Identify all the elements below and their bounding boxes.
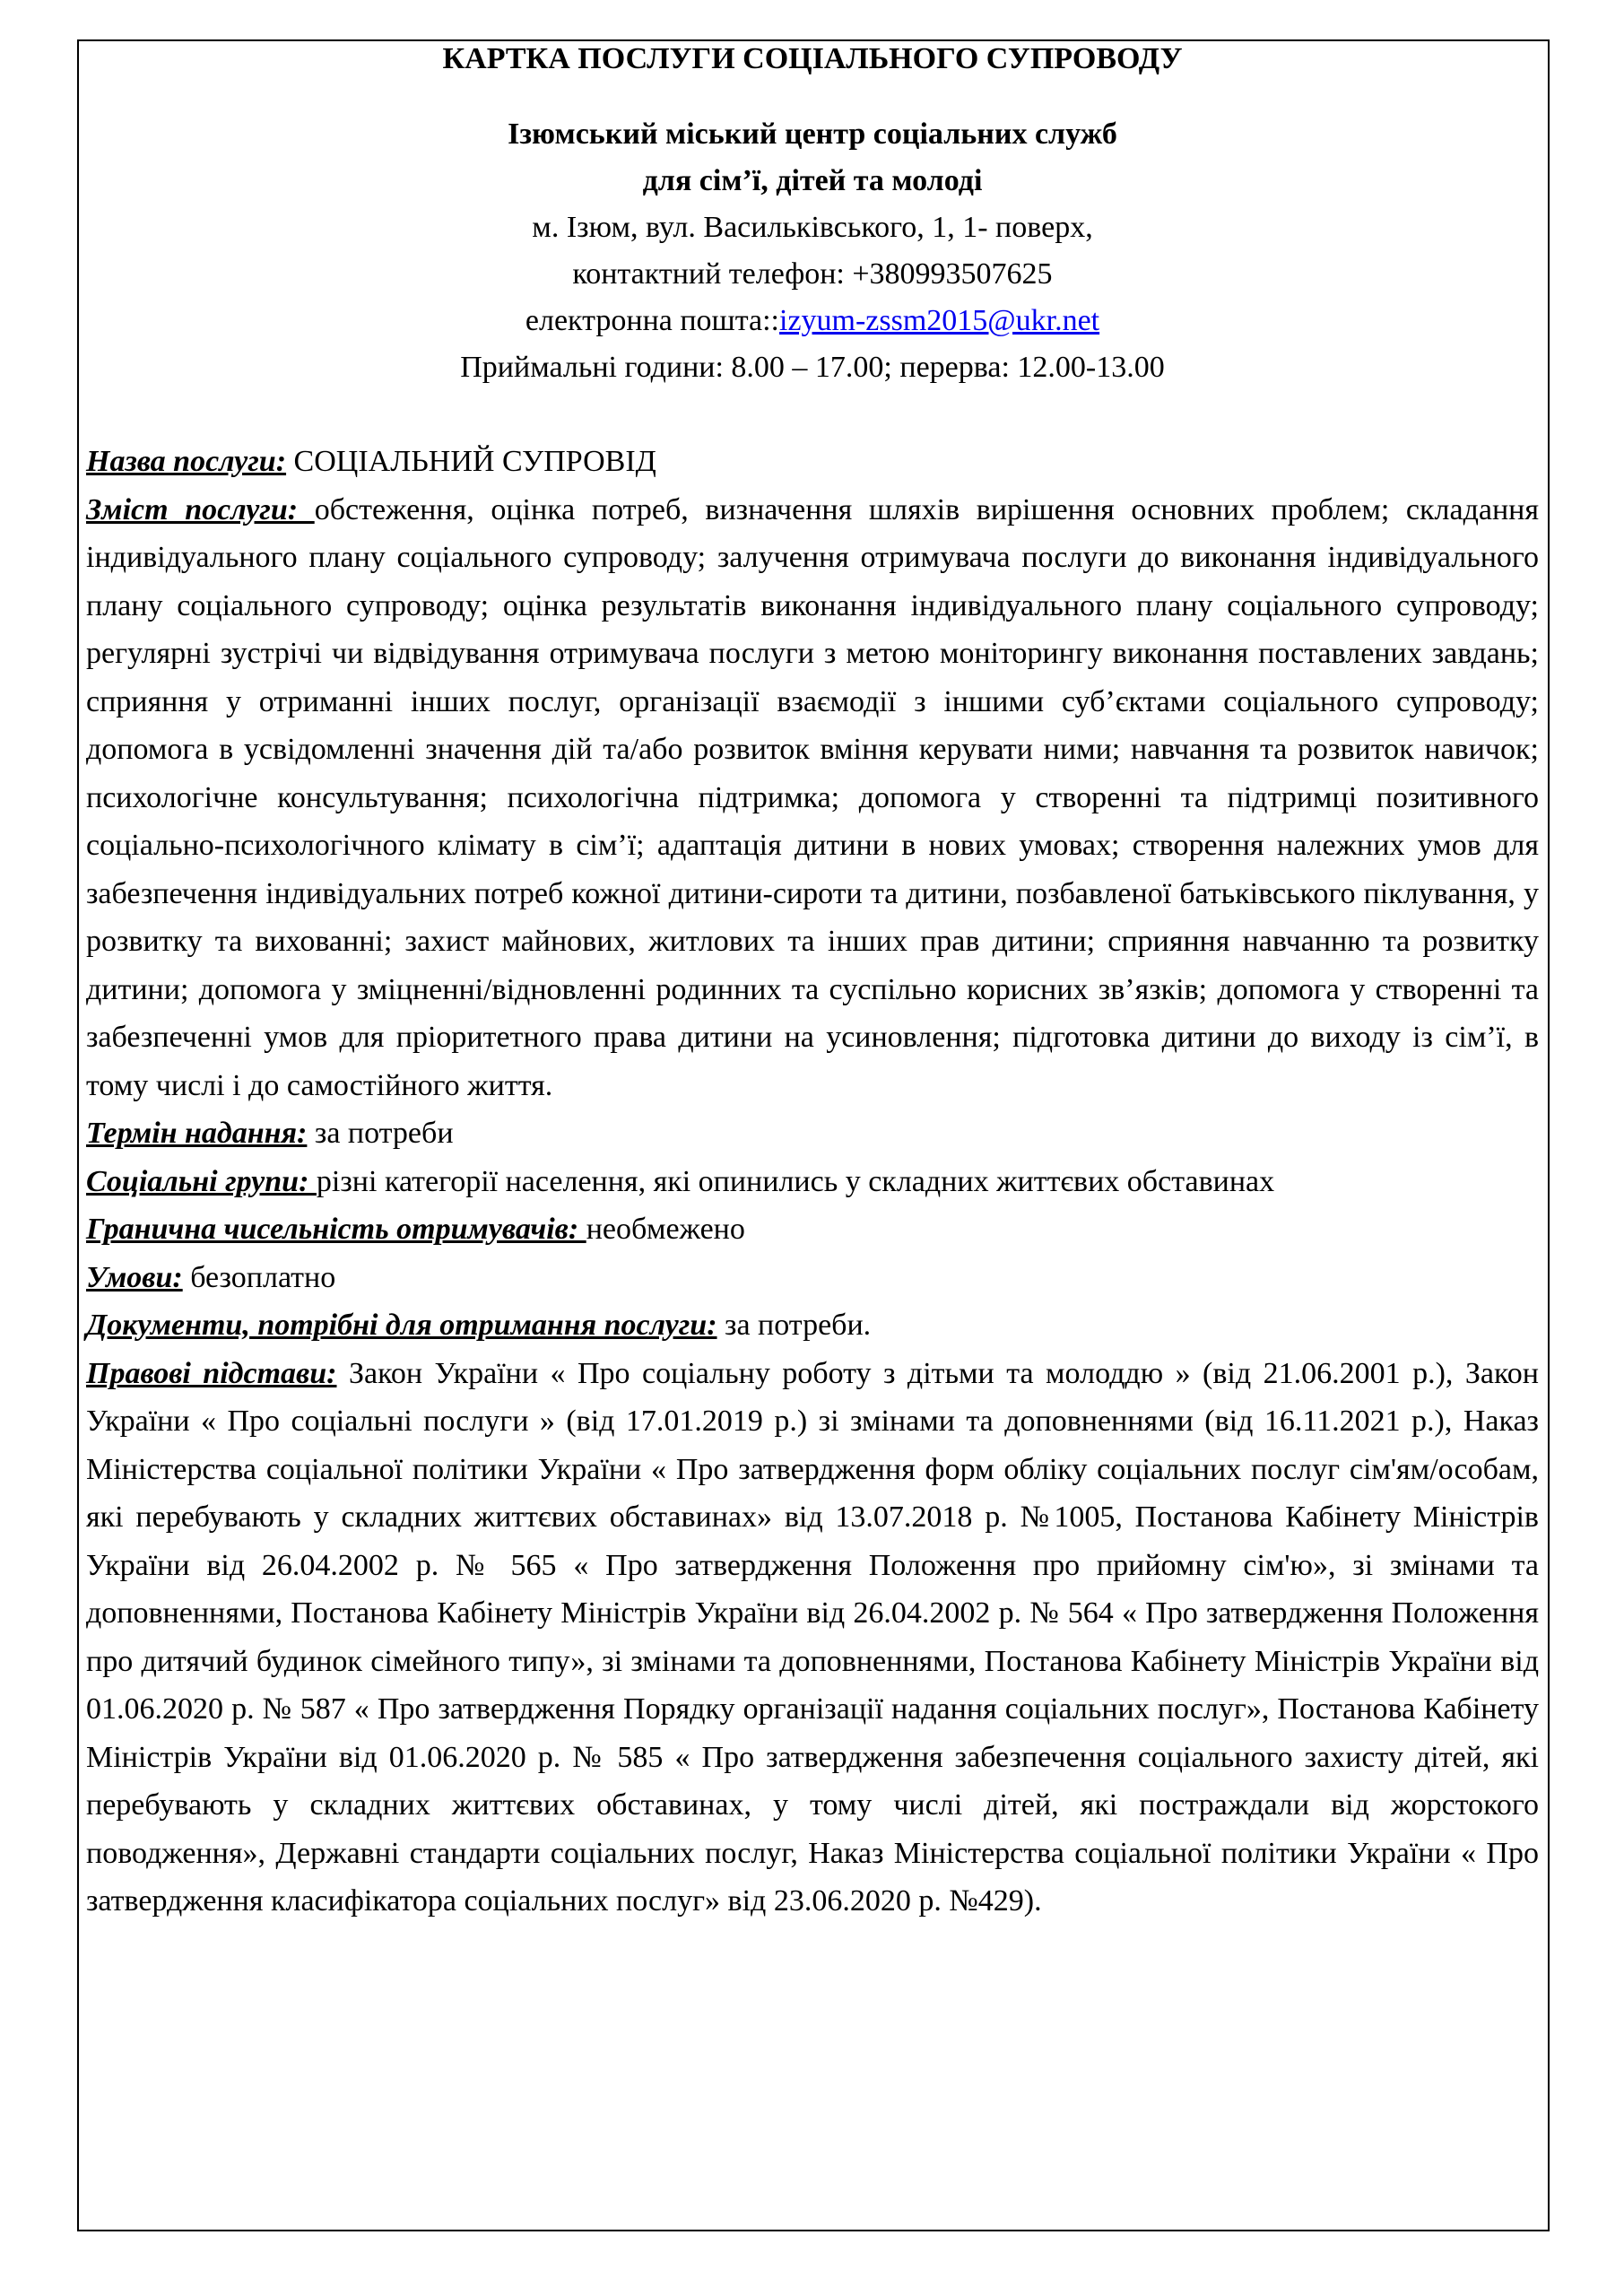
org-name-line2: для сім’ї, дітей та молоді: [642, 164, 983, 197]
section-limit-label: Гранична чисельність отримувачів:: [86, 1213, 586, 1246]
section-groups: [86, 1158, 1539, 1206]
section-content-value: обстеження, оцінка потреб, визначення шляхів вирішення основних проблем; складання індивідуального плану соціального супроводу; залучення отримувача послуги до виконання індивідуального плану соціального супроводу; оцінка результатів виконання індивідуального плану соціального супроводу; регулярні зустрічі чи відвідування отримувача послуги з метою моніторингу виконання поставлених завдань; сприяння у отриманні інших послуг, організації взаємодії з іншими суб’єктами соціального супроводу; допомога в усвідомленні значення дій та/або розвиток вміння керувати ними; навчання та розвиток навичок; психологічне консультування; психологічна підтримка; допомога у створенні та підтримці позитивного соціально-психологічного клімату в сім’ї; адаптація дитини в нових умовах; створення належних умов для забезпечення індивідуальних потреб кожної дитини-сироти та дитини, позбавленої батьківського піклування, у розвитку та вихованні; захист майнових, житлових та інших прав дитини; сприяння навчанню та розвитку дитини; допомога у зміцненні/відновленні родинних та суспільно корисних зв’язків; допомога у створенні та забезпеченні умов для пріоритетного права дитини на усиновлення; підготовка дитини до виходу із сім’ї, в тому числі і до самостійного життя.: [86, 492, 1539, 1102]
section-conditions-value: безоплатно: [182, 1260, 336, 1294]
section-groups-value: різні категорії населення, які опинились у складних життєвих обставинах: [316, 1164, 1275, 1198]
email-link[interactable]: izyum-zssm2015@ukr.net: [779, 304, 1100, 337]
section-legal-value: Закон України « Про соціальну роботу з дітьми та молоддю » (від 21.06.2001 р.), Закон України « Про соціальні послуги » (від 17.01.2019 р.) зі змінами та доповненнями (від 16.11.2021 р.), Наказ Міністерства соціальної політики України « Про затвердження форм обліку соціальних послуг сім'ям/особам, які перебувають у складних життєвих обставинах» від 13.07.2018 р. №1005, Постанова Кабінету Міністрів України від 26.04.2002 р. № 565 « Про затвердження Положення про прийомну сім'ю», зі змінами та доповненнями, Постанова Кабінету Міністрів України від 26.04.2002 р. № 564 « Про затвердження Положення про дитячий будинок сімейного типу», зі змінами та доповненнями, Постанова Кабінету Міністрів України від 01.06.2020 р. № 587 « Про затвердження Порядку організації надання соціальних послуг», Постанова Кабінету Міністрів України від 01.06.2020 р. № 585 « Про затвердження забезпечення соціального захисту дітей, які перебувають у складних життєвих обставинах, у тому числі дітей, які постраждали від жорстокого поводження», Державні стандарти соціальних послуг, Наказ Міністерства соціальної політики України « Про затвердження класифікатора соціальних послуг» від 23.06.2020 р. №429).: [86, 1356, 1539, 1918]
section-content: [86, 486, 1539, 1110]
email-label: електронна пошта::: [525, 304, 779, 337]
org-hours: Приймальні години: 8.00 – 17.00; перерва: 12.00-13.00: [460, 351, 1165, 384]
section-documents-label: Документи, потрібні для отримання послуги:: [86, 1309, 717, 1342]
card-content: [86, 36, 1539, 1926]
section-term: [86, 1109, 1539, 1158]
section-name: [86, 438, 1539, 486]
section-name-label: Назва послуги:: [86, 445, 287, 478]
section-documents-value: за потреби.: [716, 1309, 872, 1342]
section-legal: [86, 1350, 1539, 1926]
section-limit: [86, 1205, 1539, 1254]
org-phone: контактний телефон: +380993507625: [572, 257, 1053, 291]
section-name-value: СОЦІАЛЬНИЙ СУПРОВІД: [286, 445, 656, 478]
section-conditions-label: Умови:: [86, 1260, 183, 1294]
org-name-line1: Ізюмський міський центр соціальних служб: [508, 117, 1117, 151]
service-sections: [86, 438, 1539, 1926]
card-title: КАРТКА ПОСЛУГИ СОЦІАЛЬНОГО СУПРОВОДУ: [442, 42, 1183, 75]
section-content-label: Зміст послуги:: [86, 492, 315, 526]
section-legal-label: Правові підстави:: [86, 1356, 337, 1390]
section-term-label: Термін надання:: [86, 1117, 308, 1150]
section-limit-value: необмежено: [586, 1213, 745, 1246]
org-email-line: [86, 298, 1539, 344]
section-groups-label: Соціальні групи:: [86, 1164, 317, 1198]
section-documents: [86, 1301, 1539, 1350]
org-header: [86, 111, 1539, 391]
org-address: м. Ізюм, вул. Васильківського, 1, 1- поверх,: [532, 211, 1093, 244]
section-conditions: [86, 1254, 1539, 1302]
section-term-value: за потреби: [307, 1117, 454, 1150]
